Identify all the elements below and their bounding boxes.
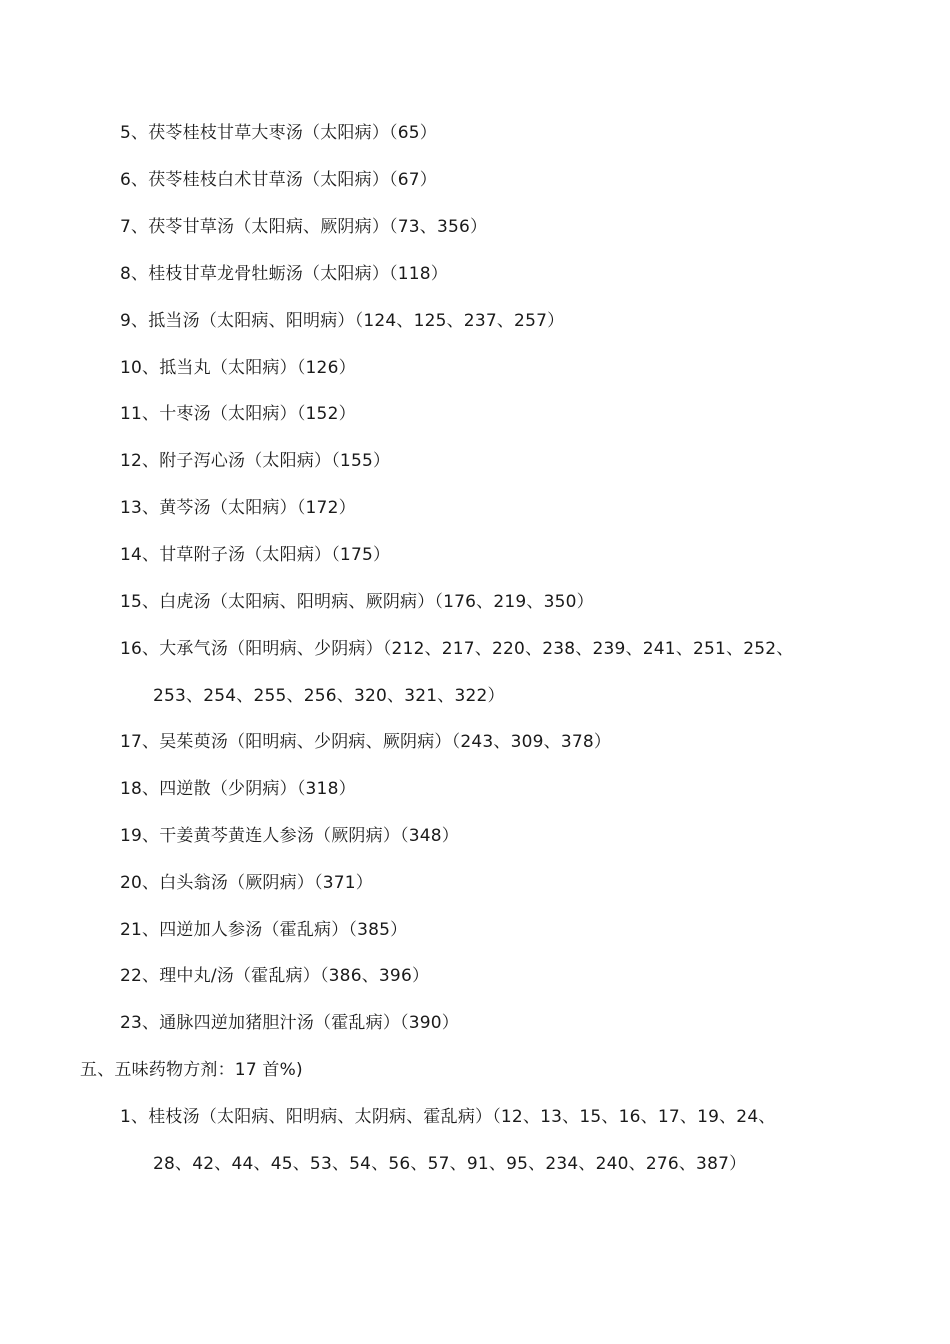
- formula-item-12: 12、附子泻心汤（太阳病）（155）: [120, 451, 391, 471]
- formula-item-5: 5、茯苓桂枝甘草大枣汤（太阳病）（65）: [120, 123, 437, 143]
- formula-item-19: 19、干姜黄芩黄连人参汤（厥阴病）（348）: [120, 826, 459, 846]
- formula-item-22: 22、理中丸/汤（霍乱病）（386、396）: [120, 966, 430, 986]
- formula-item-17: 17、吴茱萸汤（阳明病、少阴病、厥阴病）（243、309、378）: [120, 732, 612, 752]
- formula-item-21: 21、四逆加人参汤（霍乱病）（385）: [120, 920, 408, 940]
- formula-item-15: 15、白虎汤（太阳病、阳明病、厥阴病）（176、219、350）: [120, 592, 594, 612]
- section-formula-item-1: 1、桂枝汤（太阳病、阳明病、太阴病、霍乱病）（12、13、15、16、17、19、24、: [120, 1107, 776, 1127]
- formula-item-8: 8、桂枝甘草龙骨牡蛎汤（太阳病）（118）: [120, 264, 448, 284]
- formula-item-13: 13、黄芩汤（太阳病）（172）: [120, 498, 356, 518]
- section-formula-item-1-continuation: 28、42、44、45、53、54、56、57、91、95、234、240、276、387）: [153, 1154, 747, 1174]
- formula-item-6: 6、茯苓桂枝白术甘草汤（太阳病）（67）: [120, 170, 437, 190]
- formula-item-20: 20、白头翁汤（厥阴病）（371）: [120, 873, 373, 893]
- formula-item-7: 7、茯苓甘草汤（太阳病、厥阴病）（73、356）: [120, 217, 488, 237]
- formula-item-16-continuation: 253、254、255、256、320、321、322）: [153, 686, 505, 706]
- formula-item-11: 11、十枣汤（太阳病）（152）: [120, 404, 356, 424]
- formula-item-23: 23、通脉四逆加猪胆汁汤（霍乱病）（390）: [120, 1013, 459, 1033]
- formula-item-14: 14、甘草附子汤（太阳病）（175）: [120, 545, 391, 565]
- formula-item-9: 9、抵当汤（太阳病、阳明病）（124、125、237、257）: [120, 311, 565, 331]
- formula-item-16: 16、大承气汤（阳明病、少阴病）（212、217、220、238、239、241、251、252、: [120, 639, 794, 659]
- formula-item-18: 18、四逆散（少阴病）（318）: [120, 779, 356, 799]
- formula-item-10: 10、抵当丸（太阳病）（126）: [120, 358, 356, 378]
- section-heading: 五、五味药物方剂：17 首%): [80, 1060, 303, 1080]
